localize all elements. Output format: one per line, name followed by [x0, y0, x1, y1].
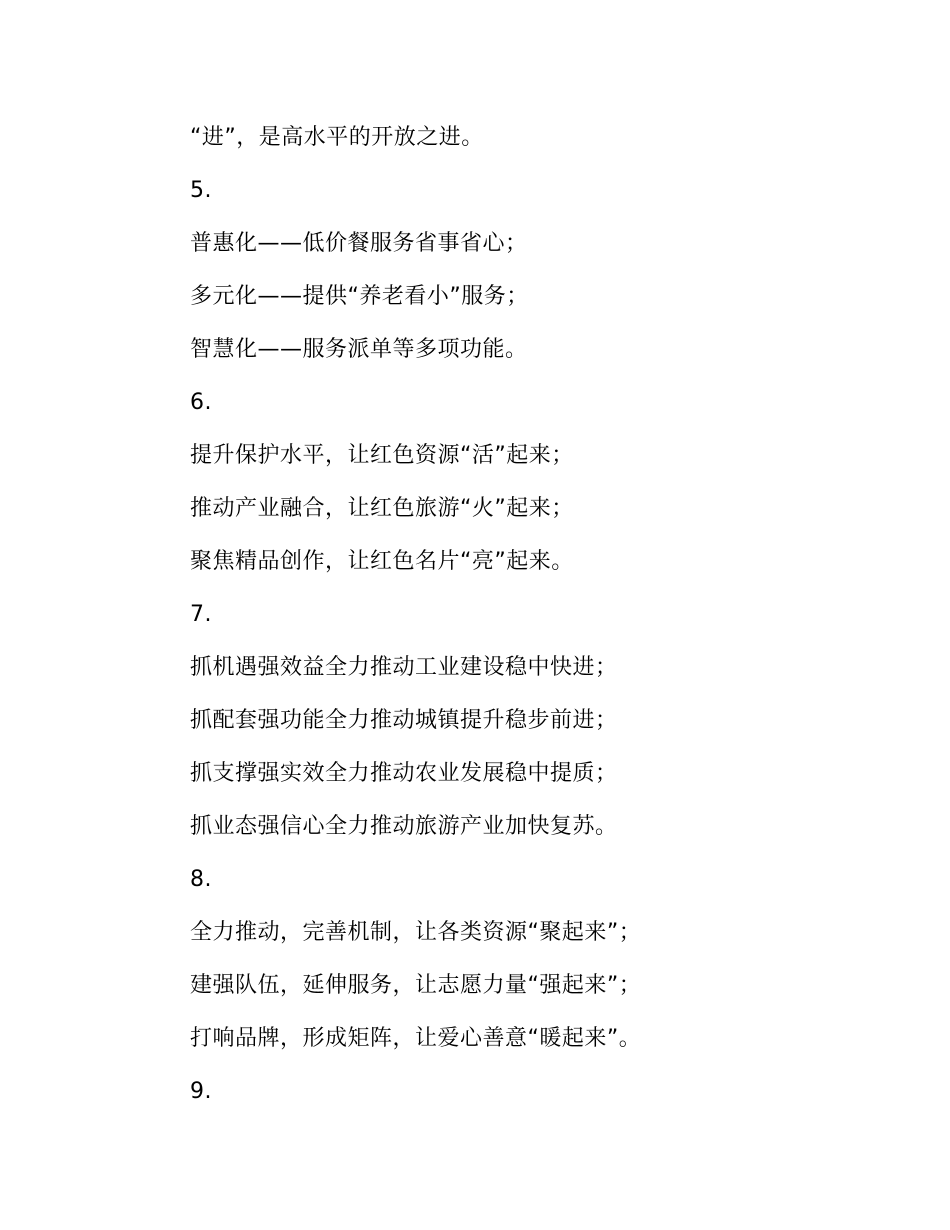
- section-number: 9.: [190, 1079, 212, 1104]
- text-line: 多元化——提供“养老看小”服务；: [190, 284, 529, 309]
- text-line: 全力推动，完善机制，让各类资源“聚起来”；: [190, 920, 642, 945]
- text-line: 推动产业融合，让红色旅游“火”起来；: [190, 496, 574, 521]
- text-line: 抓支撑强实效全力推动农业发展稳中提质；: [190, 761, 618, 786]
- section-number: 8.: [190, 867, 212, 892]
- text-line: 打响品牌，形成矩阵，让爱心善意“暖起来”。: [190, 1026, 642, 1051]
- text-line: “进”，是高水平的开放之进。: [190, 125, 484, 150]
- document-body: [190, 111, 890, 1118]
- section-number: 7.: [190, 602, 212, 627]
- text-line: 智慧化——服务派单等多项功能。: [190, 337, 528, 362]
- text-line: 抓机遇强效益全力推动工业建设稳中快进；: [190, 655, 618, 680]
- section-number: 5.: [190, 178, 212, 203]
- text-line: 聚焦精品创作，让红色名片“亮”起来。: [190, 549, 574, 574]
- text-line: 提升保护水平，让红色资源“活”起来；: [190, 443, 574, 468]
- section-number: 6.: [190, 390, 212, 415]
- text-line: 抓配套强功能全力推动城镇提升稳步前进；: [190, 708, 618, 733]
- text-line: 建强队伍，延伸服务，让志愿力量“强起来”；: [190, 973, 642, 998]
- text-line: 普惠化——低价餐服务省事省心；: [190, 231, 528, 256]
- text-line: 抓业态强信心全力推动旅游产业加快复苏。: [190, 814, 618, 839]
